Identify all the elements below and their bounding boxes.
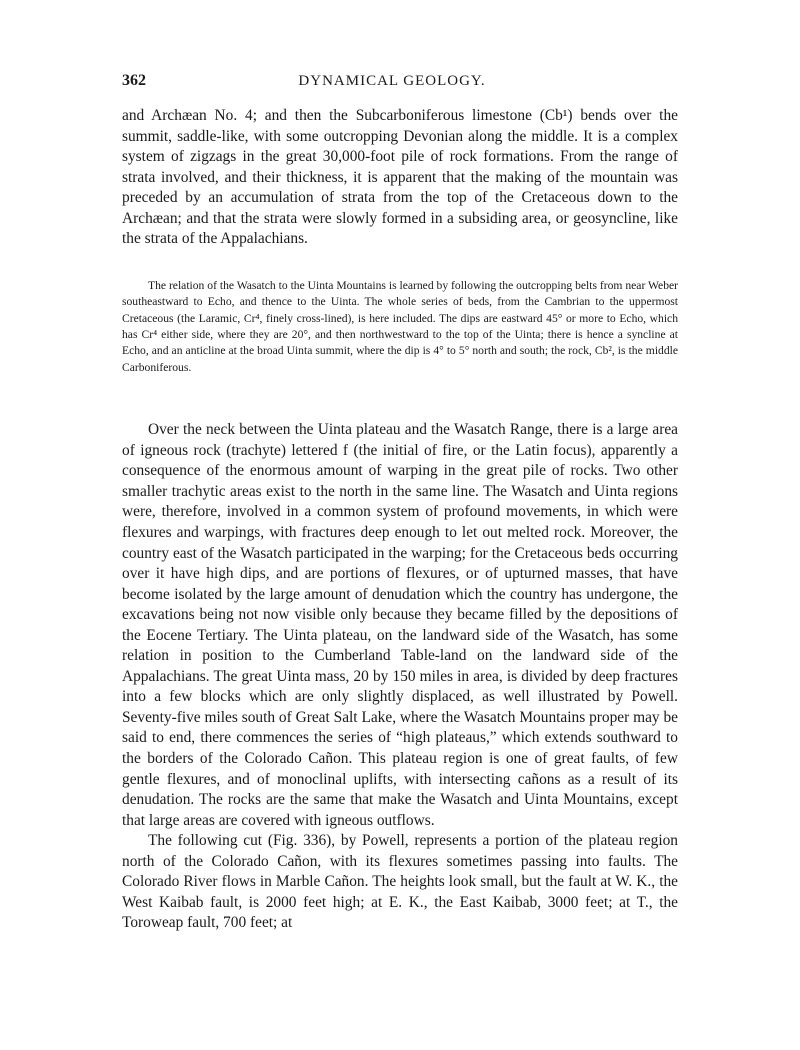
paragraph-continuation: and Archæan No. 4; and then the Subcarboniferous limestone (Cb¹) bends over the summit, saddle-like, with some outcropping Devonian along the middle. It is a complex system of zigzags in the great 30,000-foot pile of rock formations. From the range of strata involved, and their thickness, it is apparent that the making of the mountain was preceded by an accumulation of strata from the top of the Cretaceous down to the Archæan; and that the strata were slowly formed in a subsiding area, or geosyncline, like the strata of the Appalachians. — [122, 107, 678, 248]
book-page — [122, 72, 678, 934]
running-title: DYNAMICAL GEOLOGY. — [298, 73, 486, 89]
page-number: 362 — [122, 72, 146, 89]
paragraph-following-cut: The following cut (Fig. 336), by Powell, represents a portion of the plateau region north of the Colorado Cañon, with its flexures sometimes passing into faults. The Colorado River flows in Marble Cañon. The heights look small, but the fault at W. K., the West Kaibab fault, is 2000 feet high; at E. K., the East Kaibab, 3000 feet; at T., the Toroweap fault, 700 feet; at — [122, 832, 678, 932]
paragraph-uinta-wasatch: Over the neck between the Uinta plateau and the Wasatch Range, there is a large area of igneous rock (trachyte) lettered f (the initial of fire, or the Latin focus), apparently a consequence of the enormous amount of warping in the great pile of rocks. Two other smaller trachytic areas exist to the north in the same line. The Wasatch and Uinta regions were, therefore, involved in a common system of profound movements, in which were flexures and warpings, with fractures deep enough to let out melted rock. Moreover, the country east of the Wasatch participated in the warping; for the Cretaceous beds occurring over it have high dips, and are portions of flexures, or of upturned masses, that have become isolated by the large amount of denudation which the country has undergone, the excavations being not now visible only because they became filled by the depositions of the Eocene Tertiary. The Uinta plateau, on the landward side of the Wasatch, has some relation in position to the Cumberland Table-land on the landward side of the Appalachians. The great Uinta mass, 20 by 150 miles in area, is divided by deep fractures into a few blocks which are only slightly displaced, as well illustrated by Powell. Seventy-five miles south of Great Salt Lake, where the Wasatch Mountains proper may be said to end, there commences the series of “high plateaus,” which extends southward to the borders of the Colorado Cañon. This plateau region is one of great faults, of few gentle flexures, and of monoclinal uplifts, with intersecting cañons as a result of its denudation. The rocks are the same that make the Wasatch and Uinta Mountains, except that large areas are covered with igneous outflows. — [122, 421, 678, 829]
figure-caption: The relation of the Wasatch to the Uinta Mountains is learned by following the outcropping belts from near Weber southeastward to Echo, and thence to the Uinta. The whole series of beds, from the Cambrian to the uppermost Cretaceous (the Laramic, Cr⁴, finely cross-lined), is here included. The dips are eastward 45° or more to Echo, which has Cr⁴ either side, where they are 20°, and then northwestward to the top of the Uinta; there is hence a syncline at Echo, and an anticline at the broad Uinta summit, where the dip is 4° to 5° north and south; the rock, Cb², is the middle Carboniferous. — [122, 278, 678, 374]
running-header — [122, 72, 678, 90]
